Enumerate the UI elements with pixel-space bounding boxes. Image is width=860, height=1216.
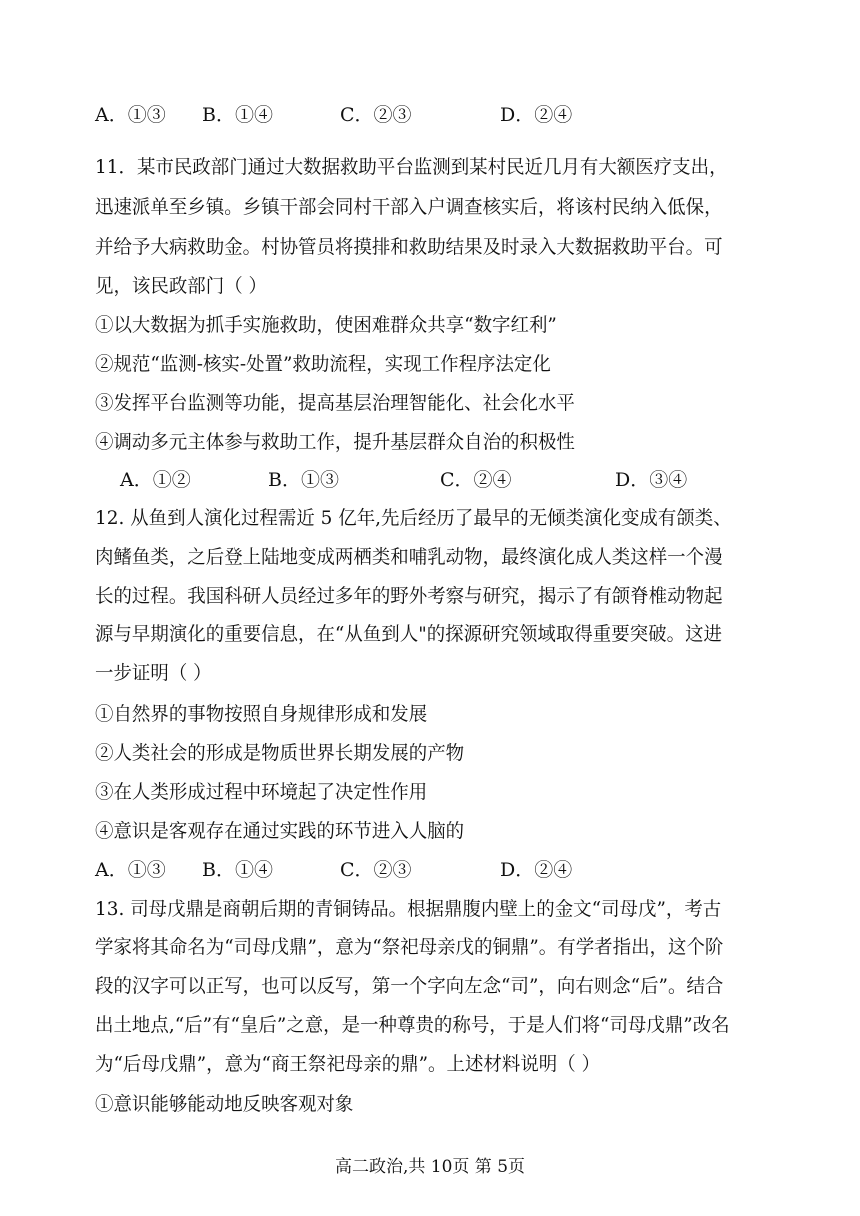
q12-stem-line: 长的过程。我国科研人员经过多年的野外考察与研究，揭示了有颌脊椎动物起 [95,585,723,607]
option-a: A．①③ [95,104,166,126]
option-c: C．②④ [440,469,512,491]
option-d: D．②④ [500,104,573,126]
q12-stem-line: 一步证明（ ） [95,662,212,684]
q10-options [95,103,795,127]
option-b: B．①④ [202,104,273,126]
q13-statement: ①意识能够能动地反映客观对象 [95,1093,354,1115]
q12-stem-line: 12. 从鱼到人演化过程需近 5 亿年,先后经历了最早的无倾类演化变成有颌类、 [95,507,732,529]
option-c: C．②③ [340,859,412,881]
q12-statement: ④意识是客观存在通过实践的环节进入人脑的 [95,820,465,842]
q12-stem-line: 源与早期演化的重要信息，在“从鱼到人"的探源研究领域取得重要突破。这进 [95,623,723,645]
q11-stem-line: 并给予大病救助金。村协管员将摸排和救助结果及时录入大数据救助平台。可 [95,236,723,258]
q11-statement: ②规范“监测-核实-处置”救助流程，实现工作程序法定化 [95,353,551,375]
option-d: D．③④ [615,469,688,491]
q11-stem-line: 11．某市民政部门通过大数据救助平台监测到某村民近几月有大额医疗支出， [95,156,728,178]
option-a: A．①③ [95,859,166,881]
q13-stem-line: 学家将其命名为“司母戊鼎”，意为“祭祀母亲戊的铜鼎”。有学者指出，这个阶 [95,936,724,958]
option-b: B．①③ [268,469,339,491]
q11-statement: ③发挥平台监测等功能，提高基层治理智能化、社会化水平 [95,392,575,414]
q12-statement: ③在人类形成过程中环境起了决定性作用 [95,781,428,803]
q12-statement: ①自然界的事物按照自身规律形成和发展 [95,703,428,725]
q11-stem-line: 见，该民政部门（ ） [95,275,267,297]
q11-options [95,468,795,492]
q13-stem-line: 为“后母戊鼎”，意为“商王祭祀母亲的鼎”。上述材料说明（ ） [95,1053,601,1075]
option-c: C．②③ [340,104,412,126]
q11-statement: ①以大数据为抓手实施救助，使困难群众共享“数字红利” [95,314,557,336]
option-d: D．②④ [500,859,573,881]
q12-options [95,858,795,882]
q11-statement: ④调动多元主体参与救助工作，提升基层群众自治的积极性 [95,431,575,453]
page-footer: 高二政治,共 10页 第 5页 [334,1157,526,1177]
option-a: A．①② [120,469,191,491]
q13-stem-line: 13. 司母戊鼎是商朝后期的青铜铸品。根据鼎腹内壁上的金文“司母戊”，考古 [95,898,722,920]
q13-stem-line: 出土地点,“后”有“皇后”之意，是一种尊贵的称号，于是人们将“司母戊鼎”改名 [95,1014,730,1036]
option-b: B．①④ [202,859,273,881]
q13-stem-line: 段的汉字可以正写，也可以反写，第一个字向左念“司”，向右则念“后”。结合 [95,975,724,997]
q12-statement: ②人类社会的形成是物质世界长期发展的产物 [95,742,465,764]
q11-stem-line: 迅速派单至乡镇。乡镇干部会同村干部入户调查核实后，将该村民纳入低保， [95,196,723,218]
q12-stem-line: 肉鳍鱼类，之后登上陆地变成两栖类和哺乳动物，最终演化成人类这样一个漫 [95,546,723,568]
